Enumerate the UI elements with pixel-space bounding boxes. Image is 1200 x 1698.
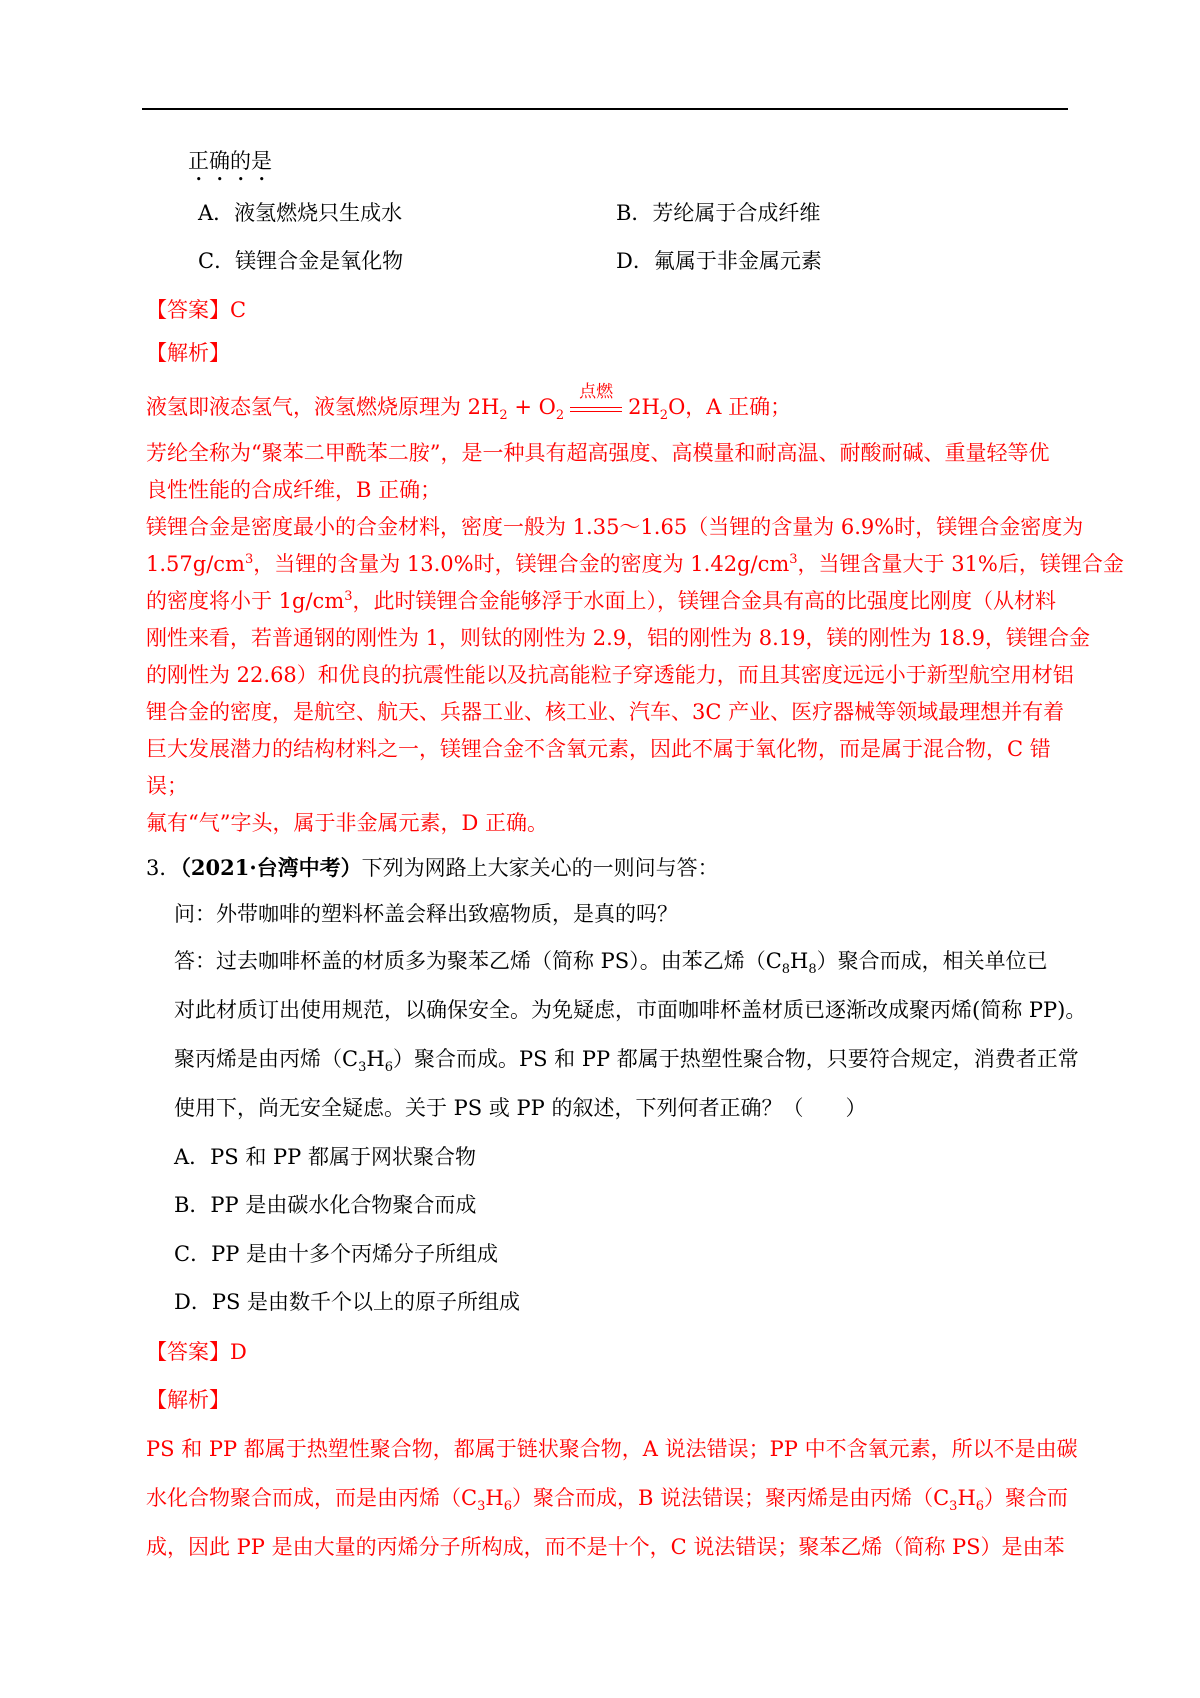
subscript: 6: [975, 1499, 985, 1515]
q2-analysis-line-12: 氟有“气”字头，属于非金属元素，D 正确。: [146, 811, 548, 835]
subscript: 6: [384, 1060, 393, 1076]
text-run: ）聚合而成。PS 和 PP 都属于热塑性聚合物，只要符合规定，消费者正常: [392, 1047, 1079, 1071]
superscript: 3: [344, 589, 353, 604]
q2-analysis-line-5: [146, 549, 1124, 579]
text-run: O，A 正确；: [668, 395, 792, 419]
q3-option-b: B．PP 是由碳水化合物聚合而成: [174, 1193, 477, 1217]
q3-analysis-line-3: 成，因此 PP 是由大量的丙烯分子所构成，而不是十个，C 说法错误；聚苯乙烯（简称 PS）是由苯: [146, 1535, 1065, 1559]
subscript: 2: [499, 408, 508, 424]
q2-analysis-line-8: 的刚性为 22.68）和优良的抗震性能以及抗高能粒子穿透能力，而且其密度远远小于新型航空用材铝: [146, 663, 1074, 687]
question-intro: 下列为网路上大家关心的一则问与答：: [361, 856, 719, 880]
answer-label: 【答案】: [146, 298, 230, 322]
text-run: 液氢即液态氢气，液氢燃烧原理为 2H: [146, 395, 500, 419]
equals-bar: [570, 407, 622, 408]
answer-label: 【答案】: [146, 1340, 230, 1364]
q2-analysis-line-7: 刚性来看，若普通钢的刚性为 1，则钛的刚性为 2.9，铝的刚性为 8.19，镁的刚性为 18.9，镁锂合金: [146, 626, 1090, 650]
text-run: H: [790, 949, 809, 973]
q3-option-d: D．PS 是由数千个以上的原子所组成: [174, 1290, 521, 1314]
text-run: 的密度将小于 1g/cm: [146, 589, 345, 613]
superscript: 3: [244, 552, 254, 567]
q2-analysis-line-10: 巨大发展潜力的结构材料之一，镁锂合金不含氧元素，因此不属于氧化物，而是属于混合物，C 错: [146, 737, 1051, 761]
subscript: 2: [555, 408, 565, 424]
equals-bar: [570, 411, 622, 412]
question-number: 3．: [146, 856, 181, 880]
subscript: 6: [503, 1499, 512, 1515]
text-run: H: [366, 1047, 385, 1071]
subscript: 8: [781, 962, 791, 978]
header-rule: [142, 108, 1068, 110]
q2-option-c: C．镁锂合金是氧化物: [198, 249, 404, 273]
q3-question-text: 问：外带咖啡的塑料杯盖会释出致癌物质，是真的吗？: [174, 902, 678, 926]
subscript: 2: [659, 408, 669, 424]
q2-analysis-label: 【解析】: [146, 341, 230, 365]
q2-analysis-line-3: 良性性能的合成纤维，B 正确；: [146, 478, 442, 502]
q3-analysis-line-1: PS 和 PP 都属于热塑性聚合物，都属于链状聚合物，A 说法错误；PP 中不含氧元素，所以不是由碳: [146, 1437, 1078, 1461]
q2-answer: [146, 295, 246, 325]
text-run: ，当锂含量大于 31%后，镁锂合金: [797, 552, 1124, 576]
q3-answer-line-2: 对此材质订出使用规范，以确保安全。为免疑虑，市面咖啡杯盖材质已逐渐改成聚丙烯(简称 PP)。: [174, 998, 1087, 1022]
text-run: 水化合物聚合而成，而是由丙烯（C: [146, 1486, 478, 1510]
question-source: （2021·台湾中考）: [180, 855, 362, 880]
text-run: ）聚合而成，B 说法错误；聚丙烯是由丙烯（C: [511, 1486, 950, 1510]
q2-analysis-line-6: [146, 586, 1056, 616]
subscript: 3: [949, 1499, 958, 1515]
text-run: 2H: [628, 395, 660, 419]
q2-analysis-line-1: [146, 381, 792, 424]
subscript: 8: [808, 962, 817, 978]
q2-option-b: B．芳纶属于合成纤维: [616, 201, 821, 225]
text-run: + O: [507, 395, 556, 419]
text-run: ）聚合而: [984, 1486, 1069, 1510]
q2-analysis-line-11: 误；: [146, 774, 188, 798]
text-run: ，当锂的含量为 13.0%时，镁锂合金的密度为 1.42g/cm: [253, 552, 790, 576]
text-run: 聚丙烯是由丙烯（C: [174, 1047, 359, 1071]
q2-stem-tail: 正确的是: [188, 149, 272, 173]
q3-answer-line-3: [174, 1044, 1079, 1074]
q2-option-d: D．氟属于非金属元素: [616, 249, 822, 273]
q3-analysis-line-2: [146, 1483, 1068, 1513]
q3-option-c: C．PP 是由十多个丙烯分子所组成: [174, 1242, 499, 1266]
q2-analysis-line-2: 芳纶全称为“聚苯二甲酰苯二胺”，是一种具有超高强度、高模量和耐高温、耐酸耐碱、重量轻等优: [146, 441, 1050, 465]
superscript: 3: [789, 552, 798, 567]
text-run: H: [957, 1486, 976, 1510]
q2-analysis-line-9: 锂合金的密度，是航空、航天、兵器工业、核工业、汽车、3C 产业、医疗器械等领域最理想并有着: [146, 700, 1065, 724]
subscript: 3: [358, 1060, 367, 1076]
q3-option-a: A．PS 和 PP 都属于网状聚合物: [174, 1145, 476, 1169]
text-run: 答：过去咖啡杯盖的材质多为聚苯乙烯（简称 PS）。由苯乙烯（C: [174, 949, 782, 973]
text-run: ）聚合而成，相关单位已: [816, 949, 1048, 973]
q3-heading: [146, 853, 719, 883]
reaction-condition: [570, 381, 622, 419]
text-run: ，此时镁锂合金能够浮于水面上），镁锂合金具有高的比强度比刚度（从材料: [352, 589, 1057, 613]
text-run: H: [485, 1486, 504, 1510]
subscript: 3: [477, 1499, 486, 1515]
condition-label: 点燃: [579, 381, 614, 402]
q3-analysis-label: 【解析】: [146, 1388, 230, 1412]
answer-value: C: [230, 298, 247, 322]
q2-analysis-line-4: 镁锂合金是密度最小的合金材料，密度一般为 1.35～1.65（当锂的含量为 6.9%时，镁锂合金密度为: [146, 515, 1084, 539]
q3-answer-line-1: [174, 946, 1048, 976]
q3-answer-line-4: 使用下，尚无安全疑虑。关于 PS 或 PP 的叙述，下列何者正确？（ ）: [174, 1096, 867, 1120]
q3-answer: [146, 1337, 247, 1367]
text-run: 1.57g/cm: [146, 552, 245, 576]
q2-option-a: A．液氢燃烧只生成水: [198, 201, 403, 225]
answer-value: D: [230, 1340, 247, 1364]
